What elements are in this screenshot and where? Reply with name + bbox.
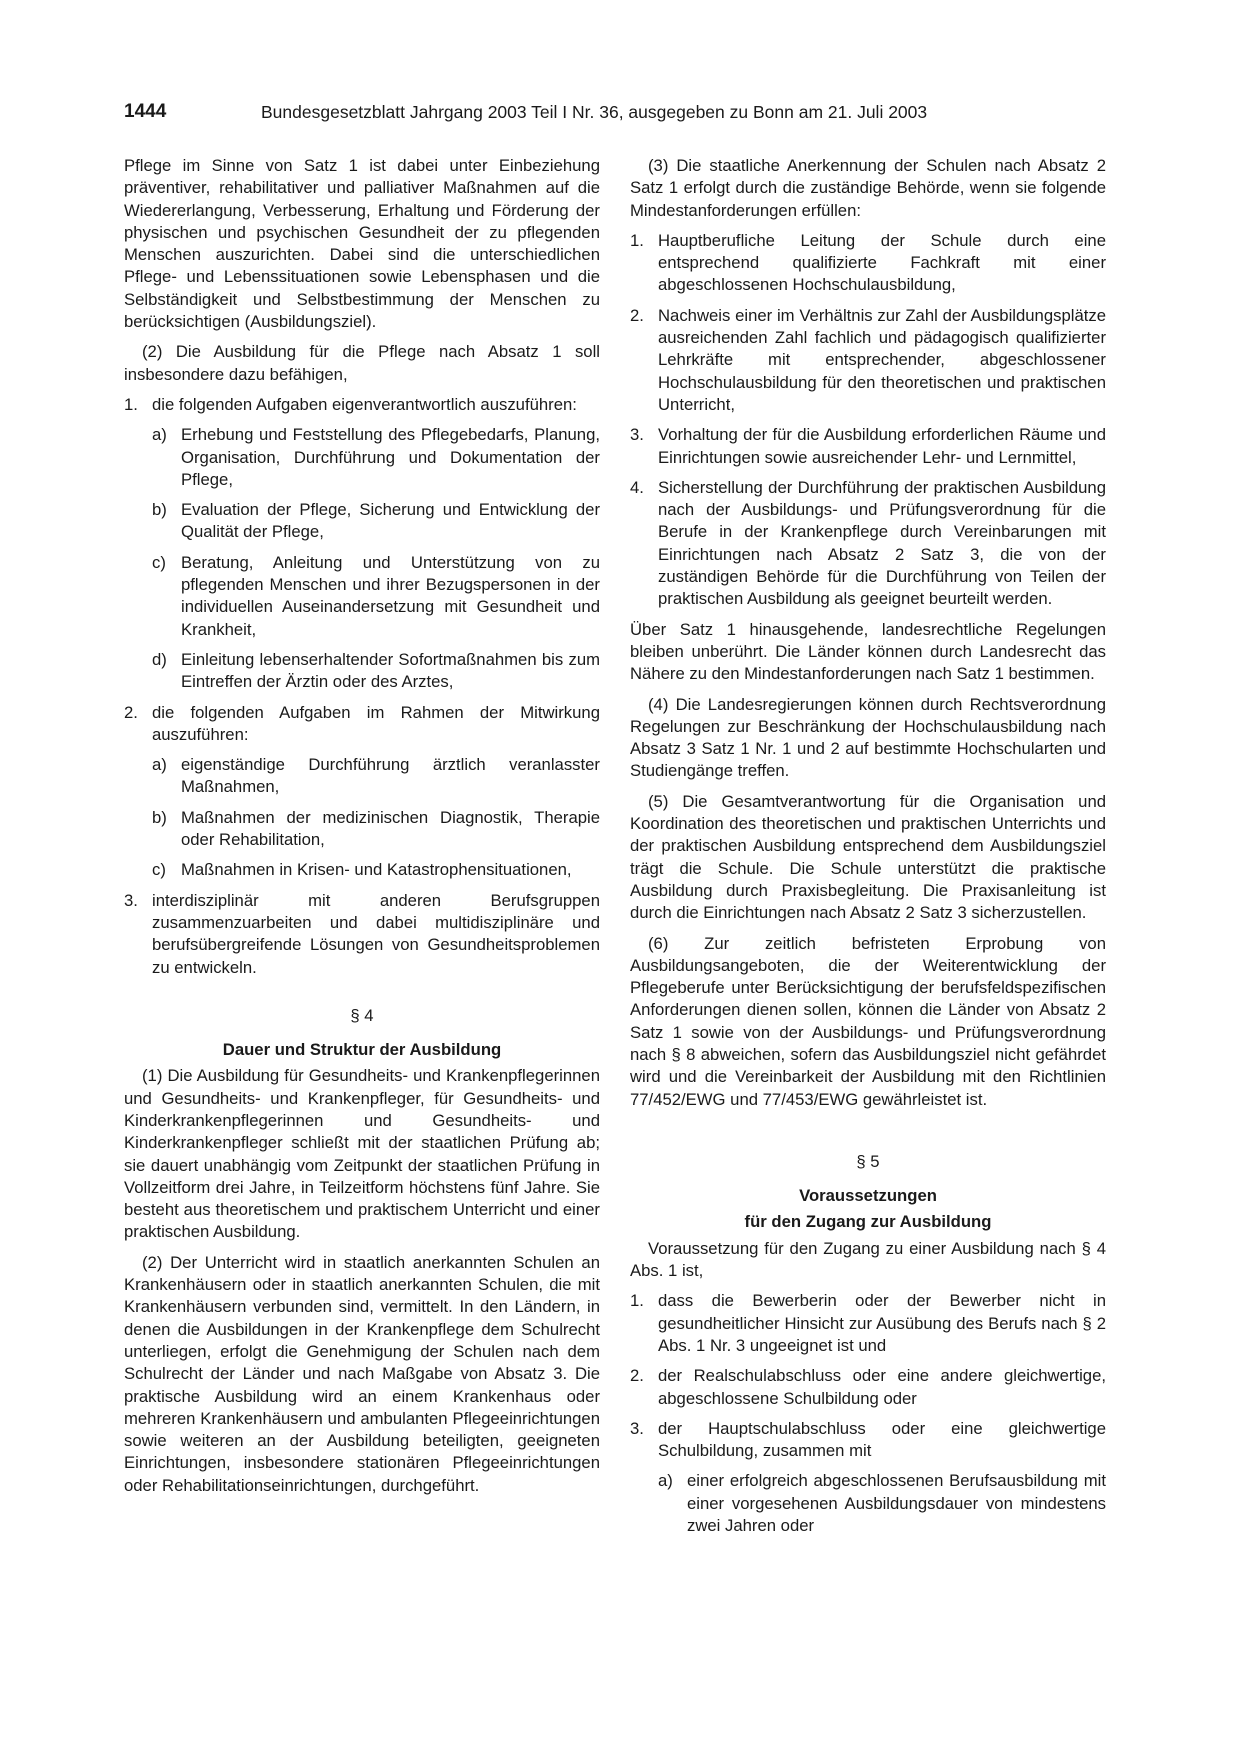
list-marker: a) (658, 1471, 673, 1491)
section-number: § 4 (350, 1005, 374, 1025)
list-marker: 3. (630, 1418, 644, 1438)
list-item-text: der Hauptschulabschluss oder eine gleichwertige Schulbildung, zusammen mit (658, 1418, 1106, 1461)
list-marker: 1. (630, 230, 644, 250)
list-item-text: Maßnahmen in Krisen- und Katastrophensituationen, (181, 860, 572, 880)
list-item-text: Maßnahmen der medizinischen Diagnostik, Therapie oder Rehabilitation, (181, 807, 600, 850)
list-marker: 1. (630, 1291, 644, 1311)
sub-list-item (124, 424, 600, 491)
sub-list-item (630, 1470, 1106, 1537)
list-item-text: Evaluation der Pflege, Sicherung und Entwicklung der Qualität der Pflege, (181, 500, 600, 542)
sub-list-item (124, 552, 600, 641)
list-item-text: die folgenden Aufgaben im Rahmen der Mitwirkung auszuführen: (152, 702, 600, 744)
list-marker: b) (152, 500, 167, 520)
paragraph-abs3-intro: (3) Die staatliche Anerkennung der Schulen nach Absatz 2 Satz 1 erfolgt durch die zuständige Behörde, wenn sie folgende Mindestanforderungen erfüllen: (630, 156, 1106, 220)
list-item-text: Einleitung lebenserhaltender Sofortmaßnahmen bis zum Eintreffen der Ärztin oder des Arztes, (181, 649, 600, 692)
list-item-text: die folgenden Aufgaben eigenverantwortlich auszuführen: (152, 394, 577, 414)
list-item-text: Sicherstellung der Durchführung der praktischen Ausbildung nach der Ausbildungs- und Prüfungsverordnung für die Berufe in der Krankenpflege durch Vereinbarungen mit Einrichtungen nach Absatz 2 Satz 3, die von der zuständigen Behörde für die Durchführung von Teilen der praktischen Ausbildung als geeignet beurteilt werden. (658, 477, 1106, 609)
list-item-text: Nachweis einer im Verhältnis zur Zahl der Ausbildungsplätze ausreichenden Zahl fachlich und pädagogisch qualifizierter Lehrkräfte mit entsprechender, abgeschlossener Hochschulausbildung für den theoretischen und praktischen Unterricht, (658, 305, 1106, 414)
list-item (630, 1290, 1106, 1357)
list-item (630, 1365, 1106, 1410)
list-item-text: Hauptberufliche Leitung der Schule durch eine entsprechend qualifizierte Fachkraft mit einer abgeschlossenen Hochschulausbildung, (658, 230, 1106, 295)
paragraph-sec4-abs2: (2) Der Unterricht wird in staatlich anerkannten Schulen an Krankenhäusern oder in staatlich anerkannten Schulen, die mit Krankenhäusern verbunden sind, vermittelt. In den Ländern, in denen die Ausbildungen in der Krankenpflege dem Schulrecht unterliegen, erfolgt die Genehmigung der Schulen nach dem Schulrecht der Länder und nach Maßgabe von Absatz 3. Die praktische Ausbildung wird an einem Krankenhaus oder mehreren Krankenhäusern und ambulanten Pflegeeinrichtungen sowie weiteren an der Ausbildung beteiligten, geeigneten Einrichtungen, insbesondere stationären Pflegeeinrichtungen oder Rehabilitationseinrichtungen, durchgeführt. (124, 1252, 600, 1495)
sub-list-item (124, 754, 600, 799)
section-title: Dauer und Struktur der Ausbildung (222, 1040, 502, 1060)
paragraph-sec4-abs1: (1) Die Ausbildung für Gesundheits- und Krankenpflegerinnen und Gesundheits- und Krankenpfleger, für Gesundheits- und Kinderkrankenpflegerinnen und Gesundheits- und Kinderkrankenpfleger schließt mit der staatlichen Prüfung ab; sie dauert unabhängig vom Zeitpunkt der staatlichen Prüfung in Vollzeitform drei Jahre, in Teilzeitform höchstens fünf Jahre. Sie besteht aus theoretischem und praktischem Unterricht und einer praktischen Ausbildung. (124, 1066, 600, 1242)
section-title-line2: für den Zugang zur Ausbildung (744, 1212, 992, 1232)
running-title: Bundesgesetzblatt Jahrgang 2003 Teil I Nr. 36, ausgegeben zu Bonn am 21. Juli 2003 (261, 102, 928, 122)
list-item (630, 230, 1106, 297)
list-marker: b) (152, 807, 167, 827)
sub-list-item (124, 649, 600, 694)
section-number: § 5 (856, 1151, 880, 1171)
list-item (124, 702, 600, 747)
sub-list-item (124, 859, 600, 881)
list-item-text: dass die Bewerberin oder der Bewerber nicht in gesundheitlicher Hinsicht zur Ausübung des Berufs nach § 2 Abs. 1 Nr. 3 ungeeignet ist und (658, 1291, 1106, 1355)
list-item-text: interdisziplinär mit anderen Berufsgruppen zusammenzuarbeiten und dabei multidisziplinäre und berufsübergreifende Lösungen von Gesundheitsproblemen zu entwickeln. (152, 890, 600, 977)
paragraph-intro: Pflege im Sinne von Satz 1 ist dabei unter Einbeziehung präventiver, rehabilitativer und palliativer Maßnahmen auf die Wiedererlangung, Verbesserung, Erhaltung und Förderung der physischen und psychischen Gesundheit der zu pflegenden Menschen auszurichten. Dabei sind die unterschiedlichen Pflege- und Lebenssituationen sowie Lebensphasen und die Selbständigkeit und Selbstbestimmung der Menschen zu berücksichtigen (Ausbildungsziel). (124, 156, 600, 332)
list-item-text: einer erfolgreich abgeschlossenen Berufsausbildung mit einer vorgesehenen Ausbildungsdauer von mindestens zwei Jahren oder (687, 1471, 1106, 1536)
list-marker: c) (152, 552, 166, 572)
list-item-text: Vorhaltung der für die Ausbildung erforderlichen Räume und Einrichtungen sowie ausreichender Lehr- und Lernmittel, (658, 425, 1106, 467)
list-item-text: eigenständige Durchführung ärztlich veranlasster Maßnahmen, (181, 755, 600, 797)
list-item-text: Erhebung und Feststellung des Pflegebedarfs, Planung, Organisation, Durchführung und Dokumentation der Pflege, (181, 425, 600, 489)
list-marker: c) (152, 860, 166, 880)
sub-list-item (124, 807, 600, 852)
paragraph-abs2: (2) Die Ausbildung für die Pflege nach Absatz 1 soll insbesondere dazu befähigen, (124, 342, 600, 384)
page-number: 1444 (124, 101, 167, 122)
list-item-text: Beratung, Anleitung und Unterstützung von zu pflegenden Menschen und ihrer Bezugspersonen in der individuellen Auseinandersetzung mit Gesundheit und Krankheit, (181, 552, 600, 639)
list-item (630, 424, 1106, 469)
list-item-text: der Realschulabschluss oder eine andere gleichwertige, abgeschlossene Schulbildung oder (658, 1366, 1106, 1408)
paragraph-abs5: (5) Die Gesamtverantwortung für die Organisation und Koordination des theoretischen und praktischen Unterrichts und der praktischen Ausbildung entsprechend dem Ausbildungsziel trägt die Schule. Die Schule unterstützt die praktische Ausbildung durch Praxisbegleitung. Die Praxisanleitung ist durch die Einrichtungen nach Absatz 2 Satz 3 sicherzustellen. (630, 791, 1106, 923)
list-marker: 2. (124, 702, 138, 722)
list-item (124, 394, 600, 416)
list-marker: 3. (630, 425, 644, 445)
right-column (630, 155, 1106, 1545)
list-item (124, 890, 600, 979)
list-marker: a) (152, 425, 167, 445)
paragraph-abs4: (4) Die Landesregierungen können durch Rechtsverordnung Regelungen zur Beschränkung der Hochschulausbildung nach Absatz 3 Satz 1 Nr. 1 und 2 auf bestimmte Hochschularten und Studiengänge treffen. (630, 694, 1106, 781)
list-marker: 3. (124, 890, 138, 910)
list-marker: d) (152, 649, 167, 669)
sub-list-item (124, 499, 600, 544)
list-marker: a) (152, 755, 167, 775)
list-marker: 2. (630, 1366, 644, 1386)
list-item (630, 305, 1106, 416)
section-title-line1: Voraussetzungen (799, 1186, 937, 1206)
list-marker: 1. (124, 394, 138, 414)
list-marker: 4. (630, 477, 644, 497)
left-column (124, 155, 600, 1505)
list-item (630, 477, 1106, 611)
paragraph-abs6: (6) Zur zeitlich befristeten Erprobung von Ausbildungsangeboten, die der Weiterentwicklung der Pflegeberufe unter Berücksichtigung der berufsfeldspezifischen Anforderungen dienen sollen, können die Länder von Absatz 2 Satz 1 sowie von der Ausbildungs- und Prüfungsverordnung nach § 8 abweichen, sofern das Ausbildungsziel nicht gefährdet wird und die Vereinbarkeit der Ausbildung mit den Richtlinien 77/452/EWG und 77/453/EWG gewährleistet ist. (630, 933, 1106, 1109)
list-item (630, 1418, 1106, 1463)
paragraph-abs3-tail: Über Satz 1 hinausgehende, landesrechtliche Regelungen bleiben unberührt. Die Länder können durch Landesrecht das Nähere zu den Mindestanforderungen nach Satz 1 bestimmen. (630, 619, 1106, 684)
list-marker: 2. (630, 305, 644, 325)
paragraph-sec5-intro: Voraussetzung für den Zugang zu einer Ausbildung nach § 4 Abs. 1 ist, (630, 1238, 1106, 1281)
